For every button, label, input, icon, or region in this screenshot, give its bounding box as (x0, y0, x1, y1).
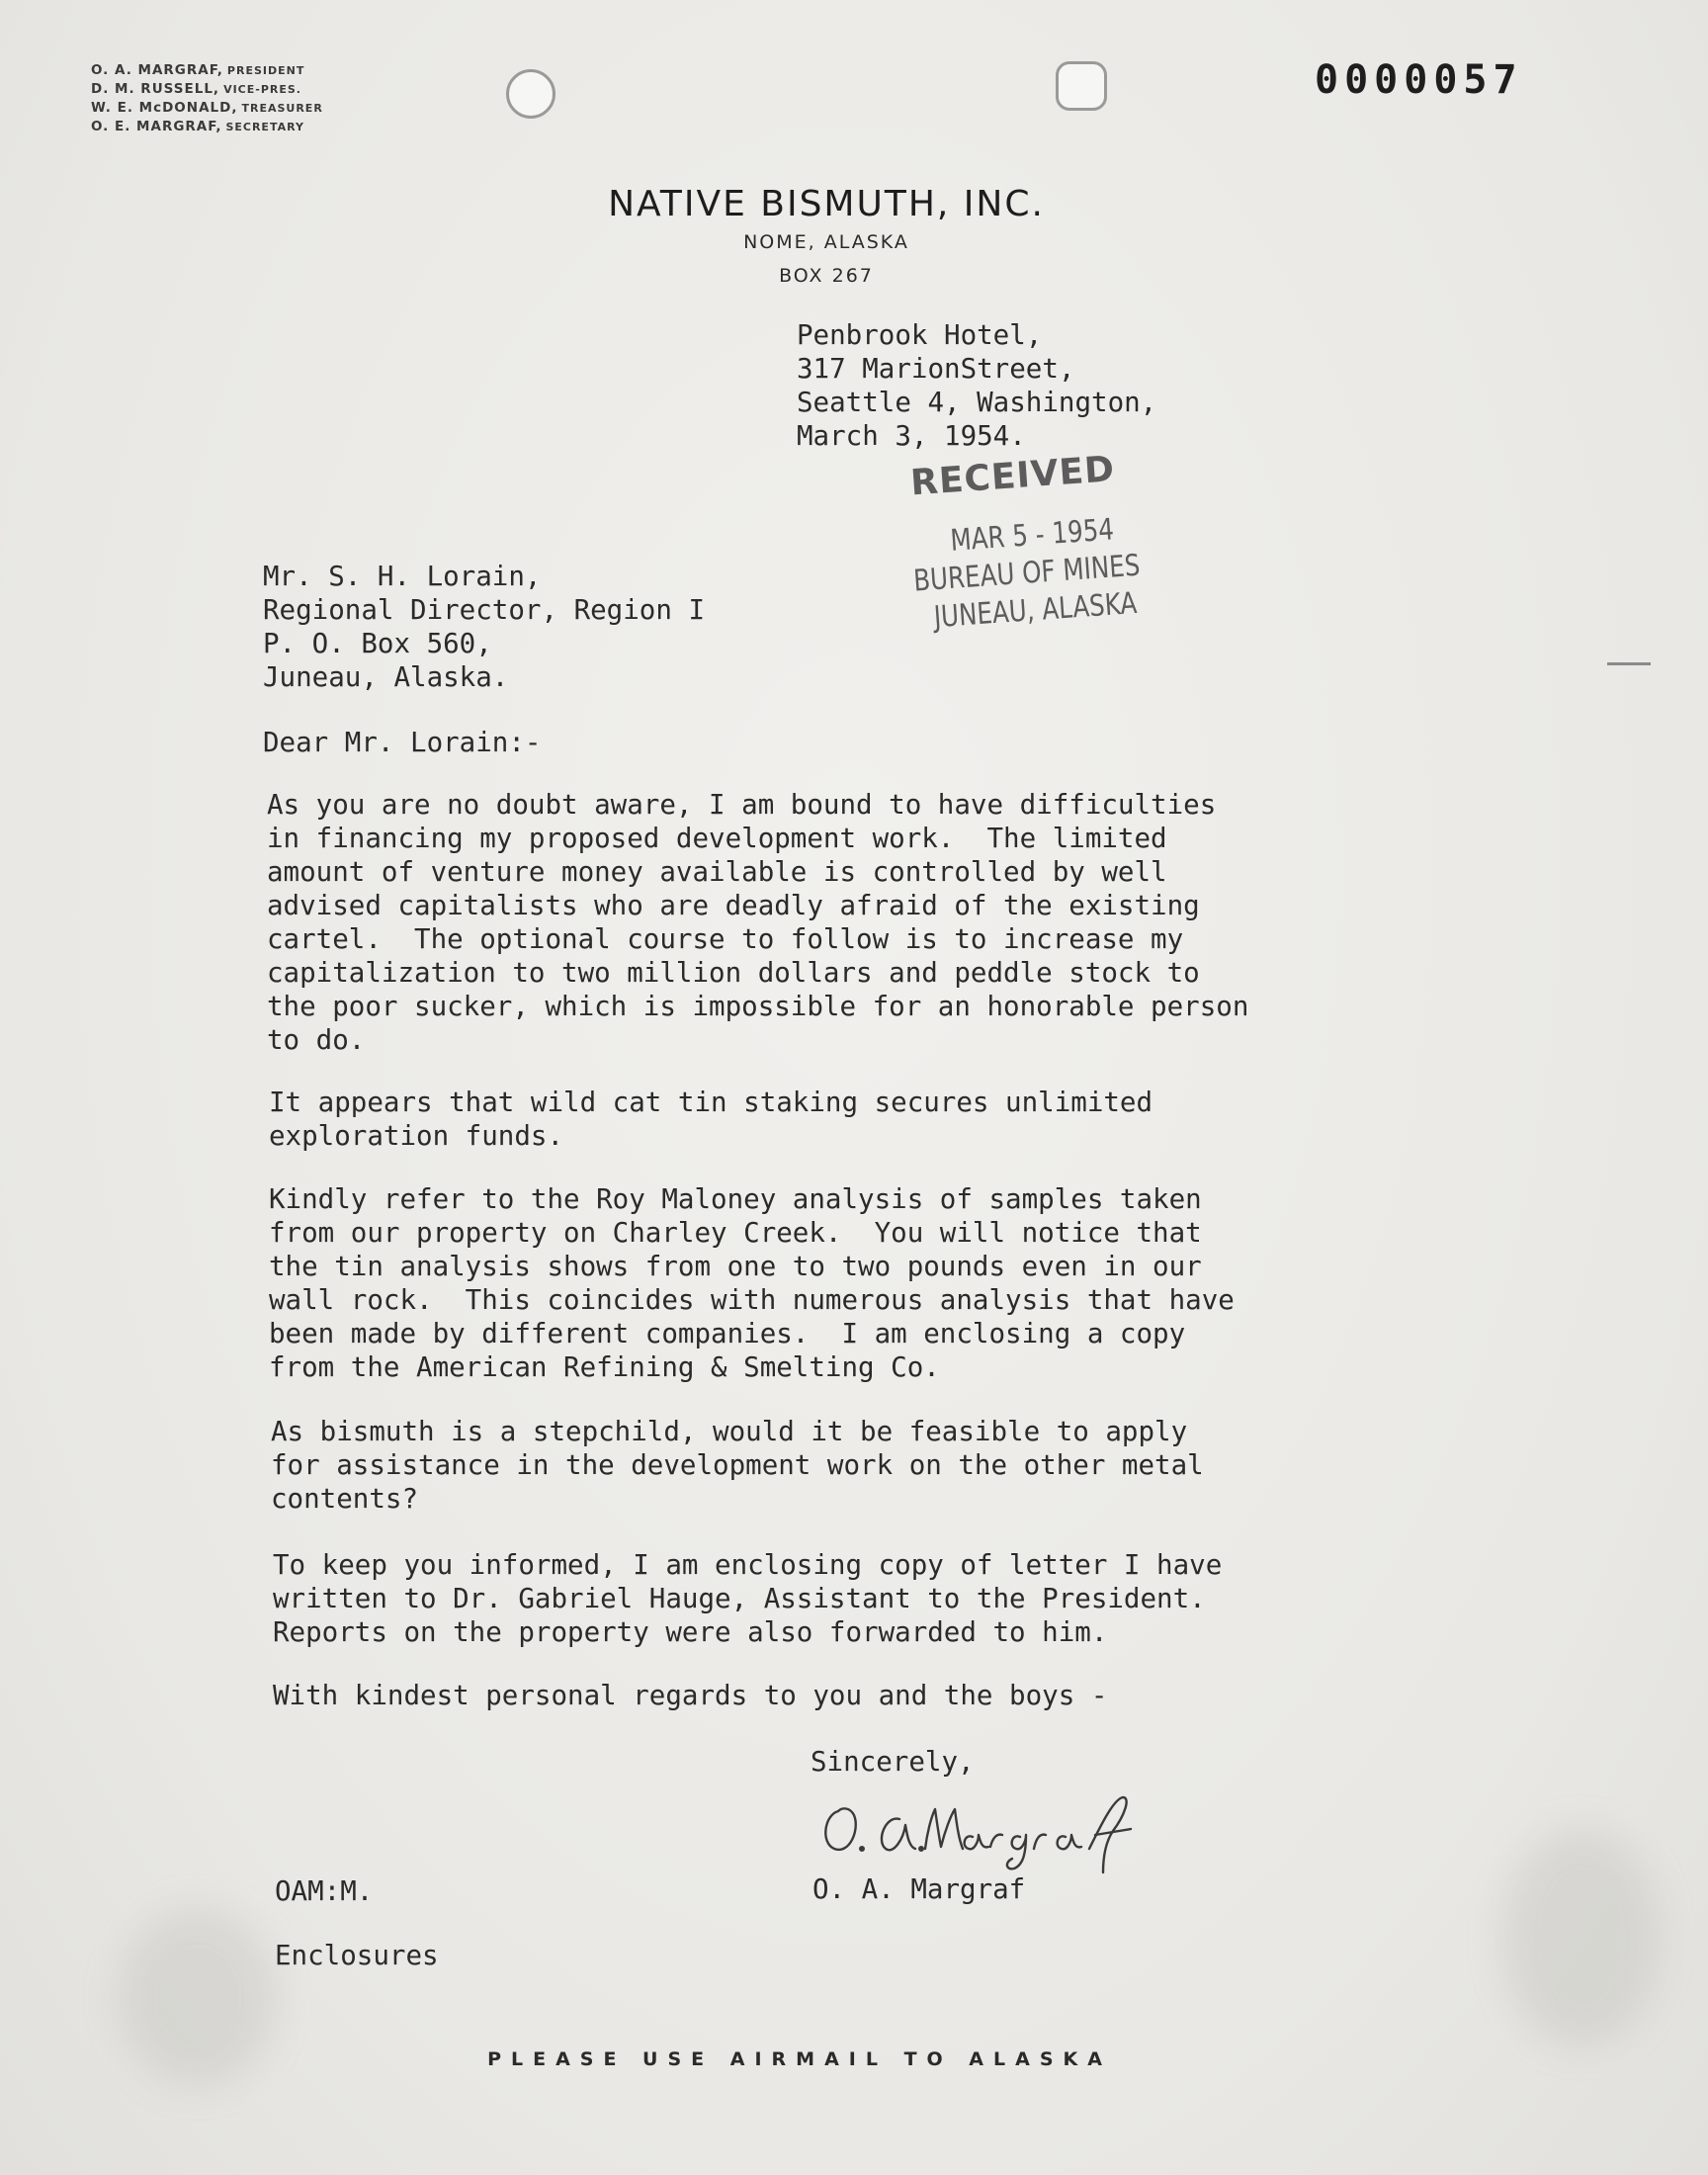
margin-mark (1607, 662, 1651, 665)
officer-role: VICE-PRES. (223, 83, 301, 96)
body-line: the tin analysis shows from one to two pounds even in our (269, 1251, 1202, 1282)
body-line: for assistance in the development work on the other metal (271, 1449, 1204, 1481)
initials-line: OAM:M. (275, 1875, 374, 1907)
body-line: advised capitalists who are deadly afraid of the existing (267, 890, 1200, 921)
signer-name (812, 1872, 1025, 1906)
officer-name: O. A. MARGRAF, (91, 62, 223, 78)
signer-line: O. A. Margraf (812, 1873, 1026, 1905)
closing-line: Sincerely, (811, 1746, 975, 1778)
body-line: from our property on Charley Creek. You will notice that (269, 1217, 1202, 1249)
paper-smudge (1502, 1829, 1661, 2046)
enclosures-note (275, 1939, 439, 1972)
recipient-line: Regional Director, Region I (263, 594, 706, 626)
enclosures-line: Enclosures (275, 1940, 439, 1971)
punch-hole-round (506, 69, 555, 119)
body-line: from the American Refining & Smelting Co. (269, 1351, 940, 1383)
closing (811, 1745, 975, 1779)
punch-hole-square (1056, 61, 1107, 111)
body-line: To keep you informed, I am enclosing copy of letter I have (273, 1549, 1223, 1581)
stamp-bureau: BUREAU OF MINES (912, 548, 1142, 599)
reference-initials (275, 1874, 373, 1908)
sender-address (797, 318, 1156, 453)
body-line: cartel. The optional course to follow is to increase my (267, 923, 1184, 955)
body-line: It appears that wild cat tin staking secures unlimited (269, 1087, 1153, 1118)
received-stamp (890, 444, 1194, 639)
officer-row (91, 80, 323, 99)
salutation (263, 726, 541, 759)
sender-line: 317 MarionStreet, (797, 353, 1075, 385)
stamp-city: JUNEAU, ALASKA (932, 585, 1139, 636)
officer-row (91, 99, 323, 118)
sender-line: Penbrook Hotel, (797, 319, 1043, 351)
body-line: in financing my proposed development work. The limited (267, 823, 1167, 854)
paragraph-2 (269, 1086, 1153, 1153)
paragraph-3 (269, 1182, 1235, 1384)
salutation-line: Dear Mr. Lorain:- (263, 727, 542, 758)
letter-date: March 3, 1954. (797, 420, 1026, 452)
body-line: exploration funds. (269, 1120, 564, 1152)
officers-list (91, 61, 323, 136)
body-line: Reports on the property were also forwarded to him. (273, 1616, 1108, 1648)
body-line: been made by different companies. I am enclosing a copy (269, 1318, 1186, 1349)
officer-row (91, 61, 323, 80)
recipient-line: Juneau, Alaska. (263, 661, 509, 693)
body-line: written to Dr. Gabriel Hauge, Assistant to the President. (273, 1583, 1206, 1614)
officer-role: PRESIDENT (226, 64, 305, 77)
body-line: the poor sucker, which is impossible for an honorable person (267, 991, 1249, 1022)
officer-row (91, 118, 323, 136)
company-box: BOX 267 (779, 265, 874, 287)
body-line: contents? (271, 1483, 419, 1515)
body-line: As you are no doubt aware, I am bound to have difficulties (267, 789, 1217, 821)
officer-name: W. E. McDONALD, (91, 100, 238, 116)
body-line: wall rock. This coincides with numerous analysis that have (269, 1284, 1235, 1316)
officer-name: D. M. RUSSELL, (91, 81, 220, 97)
handwritten-signature (816, 1780, 1281, 1878)
officer-role: TREASURER (241, 102, 323, 115)
company-name: NATIVE BISMUTH, INC. (608, 184, 1045, 224)
document-number: 0000057 (1315, 57, 1523, 103)
body-line: Kindly refer to the Roy Maloney analysis of samples taken (269, 1183, 1202, 1215)
company-city: NOME, ALASKA (743, 231, 909, 253)
recipient-address (263, 560, 705, 694)
paragraph-1 (267, 788, 1248, 1057)
recipient-line: P. O. Box 560, (263, 628, 492, 659)
paragraph-4 (271, 1415, 1204, 1516)
officer-name: O. E. MARGRAF, (91, 119, 222, 134)
footer-airmail-note: PLEASE USE AIRMAIL TO ALASKA (487, 2048, 1112, 2070)
sender-line: Seattle 4, Washington, (797, 387, 1157, 418)
body-line: amount of venture money available is controlled by well (267, 856, 1167, 888)
paragraph-5 (273, 1548, 1222, 1649)
body-line: capitalization to two million dollars and peddle stock to (267, 957, 1200, 989)
body-line: to do. (267, 1024, 366, 1056)
stamp-title: RECEIVED (908, 449, 1117, 504)
stamp-date: MAR 5 - 1954 (949, 512, 1116, 559)
officer-role: SECRETARY (225, 121, 304, 133)
paragraph-6 (273, 1679, 1107, 1712)
body-line: As bismuth is a stepchild, would it be feasible to apply (271, 1416, 1188, 1447)
body-line: With kindest personal regards to you and the boys - (273, 1680, 1108, 1711)
recipient-line: Mr. S. H. Lorain, (263, 561, 542, 592)
